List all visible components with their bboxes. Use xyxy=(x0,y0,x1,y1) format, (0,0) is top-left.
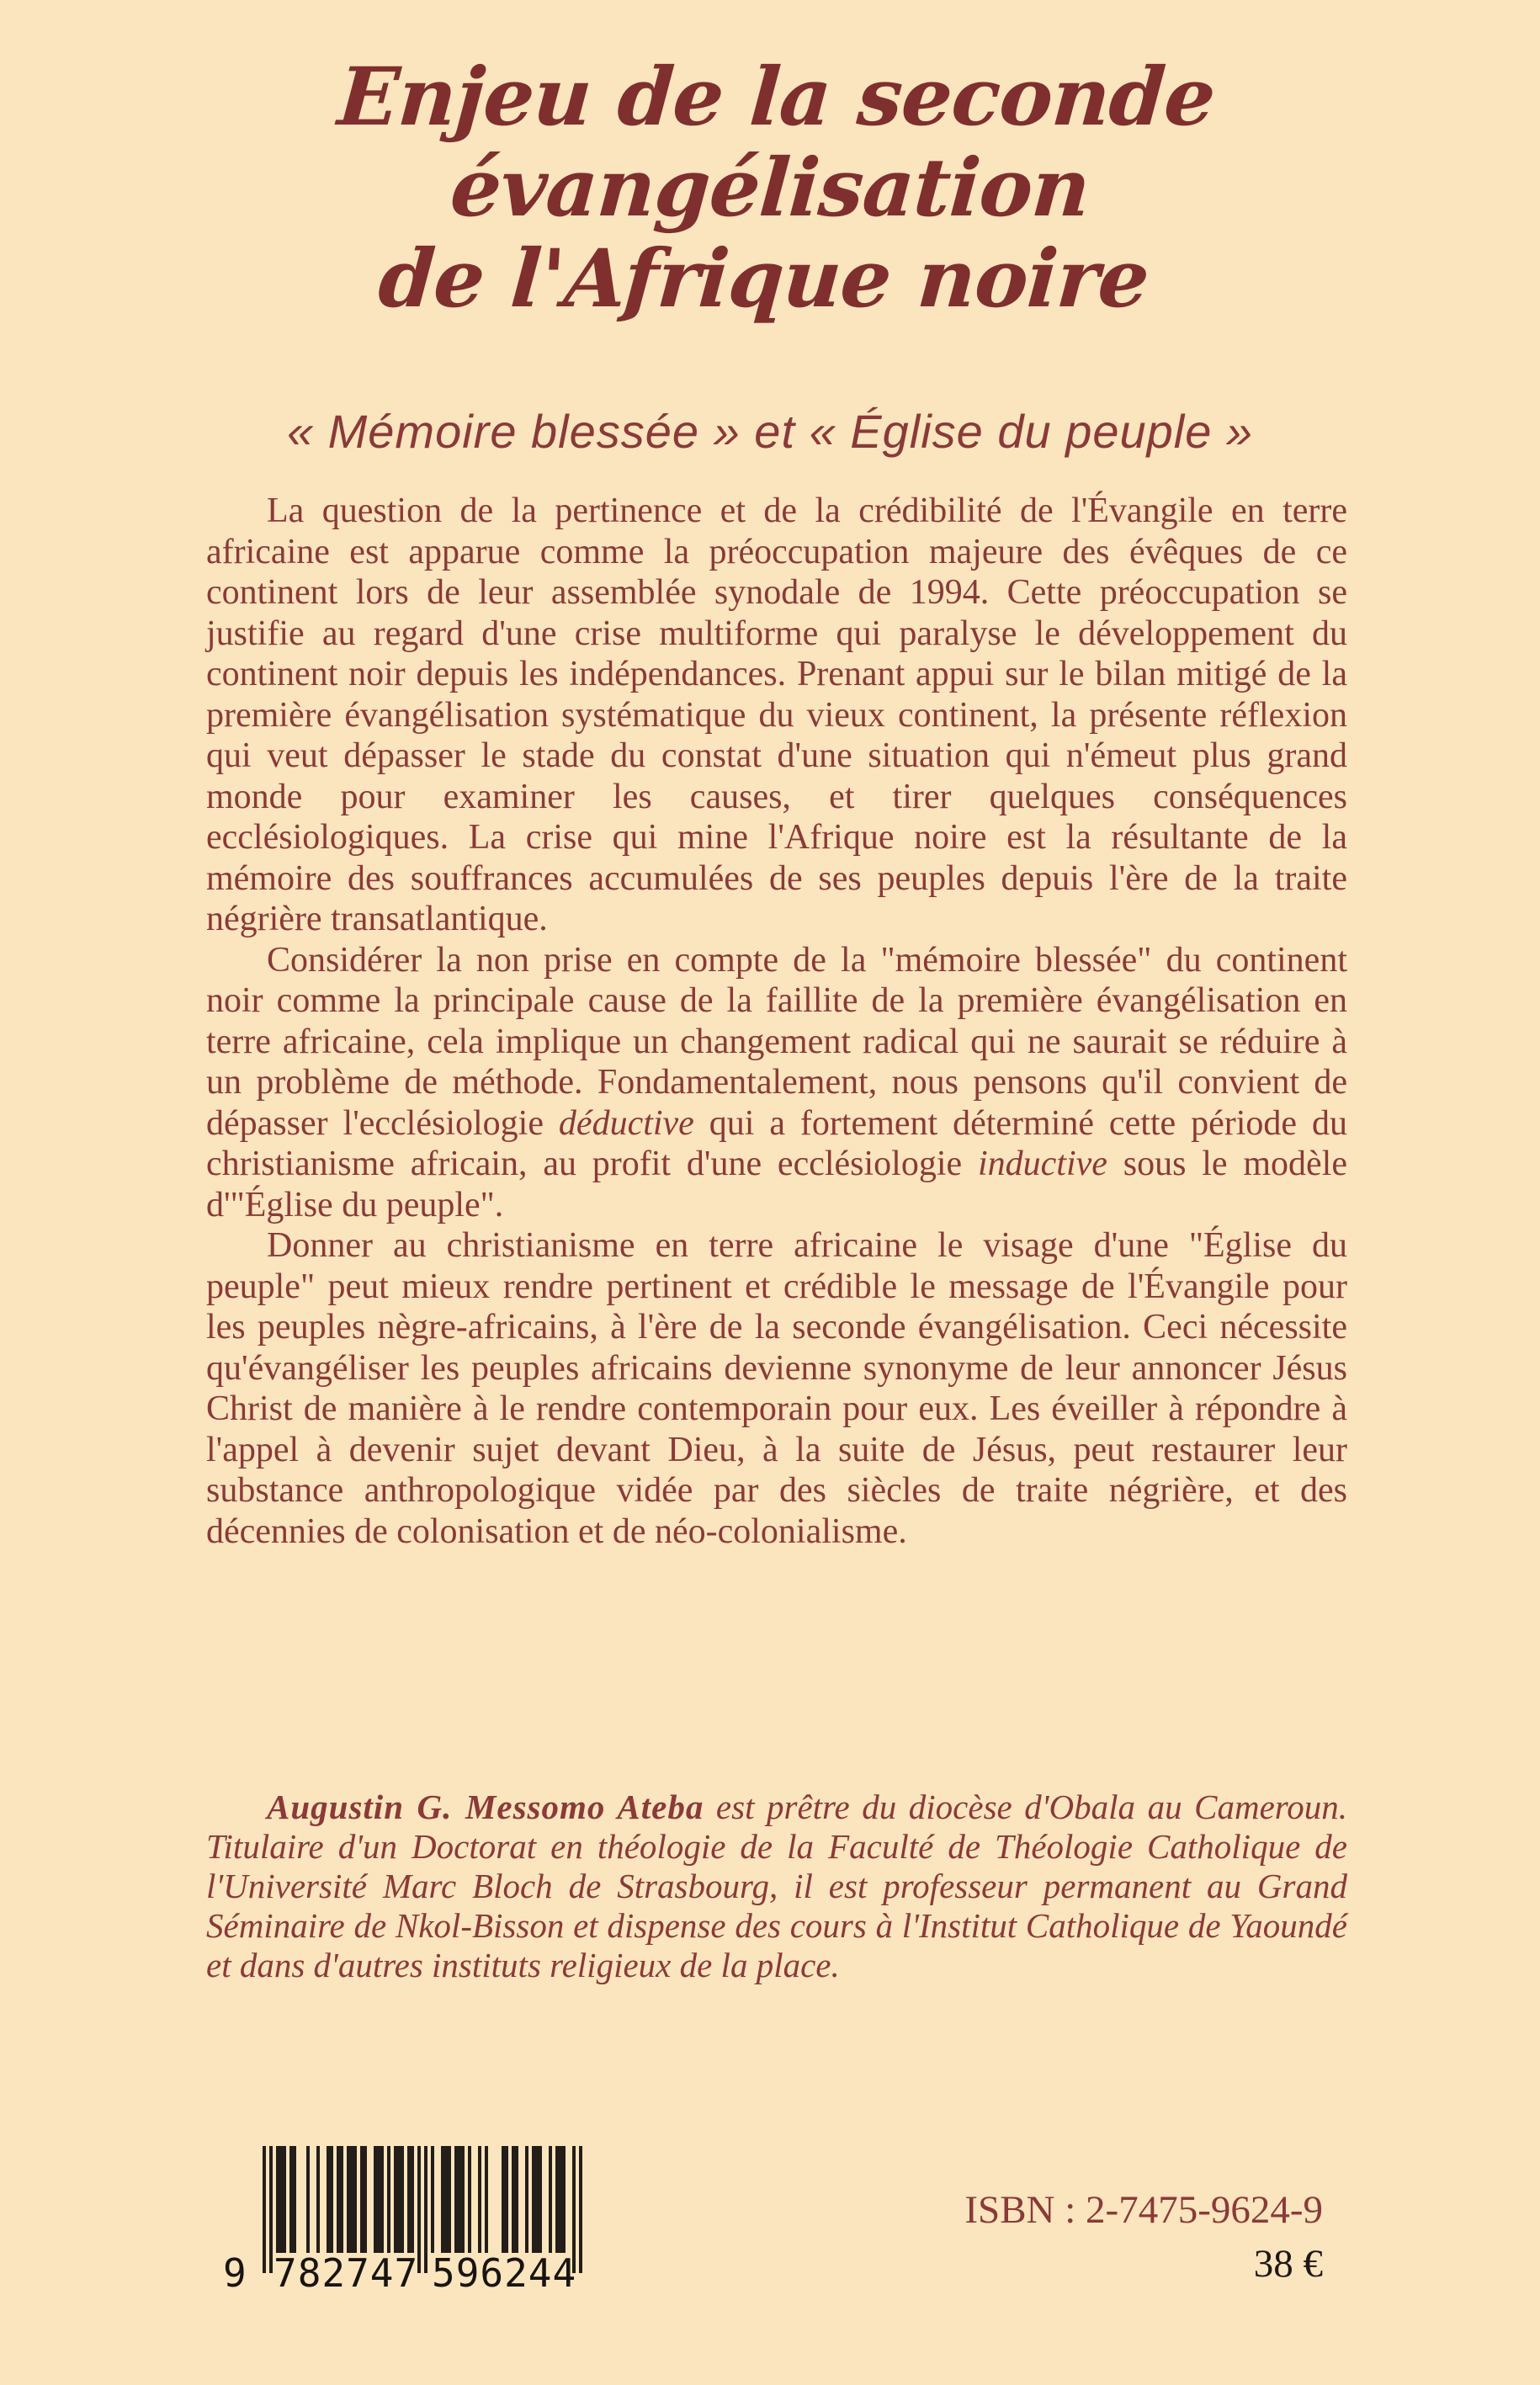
author-bio-text: est prêtre du diocèse d'Obala au Cameroun. Titulaire d'un Doctorat en théologie de la Faculté de Théologie Catholique de l'Université Marc Bloch de Strasbourg, il est professeur permanent au Grand Séminaire de Nkol-Bisson et dispense des cours à l'Institut Catholique de Yaoundé et dans d'autres instituts religieux de la place. xyxy=(206,1787,1347,1984)
author-bio-paragraph xyxy=(206,1787,1347,1985)
synopsis xyxy=(206,491,1347,1552)
barcode-group-2: 596244 xyxy=(432,2250,577,2296)
barcode-first-digit: 9 xyxy=(223,2250,247,2296)
synopsis-p2-text: sous le modèle d'"Église du peuple". xyxy=(206,1145,1347,1224)
author-name: Augustin G. Messomo Ateba xyxy=(267,1787,704,1826)
book-title-line-1: Enjeu de la seconde évangélisation xyxy=(335,50,1219,235)
barcode-digits xyxy=(223,2250,582,2296)
synopsis-p2-text: Considérer la non prise en compte de la "mémoire blessée" du continent noir comme la principale cause de la faillite de la première évangélisation en terre africaine, cela implique un changement radical qui ne saurait se réduire à un problème de méthode. Fondamentalement, nous pensons qu'il convient de dépasser l'ecclésiologie xyxy=(206,940,1347,1143)
isbn-price-block xyxy=(964,2186,1323,2287)
author-bio xyxy=(206,1787,1347,1985)
ean13-barcode xyxy=(223,2146,582,2297)
synopsis-paragraph-2 xyxy=(206,940,1347,1226)
synopsis-paragraph-3: Donner au christianisme en terre africaine le visage d'une "Église du peuple" peut mieux rendre pertinent et crédible le message de l'Évangile pour les peuples nègre-africains, à l'ère de la seconde évangélisation. Ceci nécessite qu'évangéliser les peuples africains devienne synonyme de leur annoncer Jésus Christ de manière à le rendre contemporain pour eux. Les éveiller à répondre à l'appel à devenir sujet devant Dieu, à la suite de Jésus, peut restaurer leur substance anthropologique vidée par des siècles de traite négrière, et des décennies de colonisation et de néo-colonialisme. xyxy=(206,1226,1347,1551)
book-subtitle: « Mémoire blessée » et « Église du peuple » xyxy=(286,405,1254,458)
synopsis-paragraph-1: La question de la pertinence et de la crédibilité de l'Évangile en terre africaine est apparue comme la préoccupation majeure des évêques de ce continent lors de leur assemblée synodale de 1994. Cette préoccupation se justifie au regard d'une crise multiforme qui paralyse le développement du continent noir depuis les indépendances. Prenant appui sur le bilan mitigé de la première évangélisation systématique du vieux continent, la présente réflexion qui veut dépasser le stade du constat d'une situation qui n'émeut plus grand monde pour examiner les causes, et tirer quelques conséquences ecclésiologiques. La crise qui mine l'Afrique noire est la résultante de la mémoire des souffrances accumulées de ses peuples depuis l'ère de la traite négrière transatlantique. xyxy=(206,491,1347,938)
book-title xyxy=(0,52,1540,325)
synopsis-p2-italic-inductive: inductive xyxy=(977,1145,1107,1183)
synopsis-p2-text: qui a fortement déterminé cette période du christianisme africain, au profit d'une ecclésiologie xyxy=(206,1103,1347,1183)
synopsis-p2-italic-deductive: déductive xyxy=(558,1103,694,1143)
book-title-line-2: de l'Afrique noire xyxy=(375,232,1152,326)
isbn: ISBN : 2-7475-9624-9 xyxy=(964,2188,1323,2232)
price: 38 € xyxy=(1253,2242,1323,2286)
barcode-group-1: 782747 xyxy=(273,2250,419,2296)
cover-header xyxy=(0,52,1540,458)
